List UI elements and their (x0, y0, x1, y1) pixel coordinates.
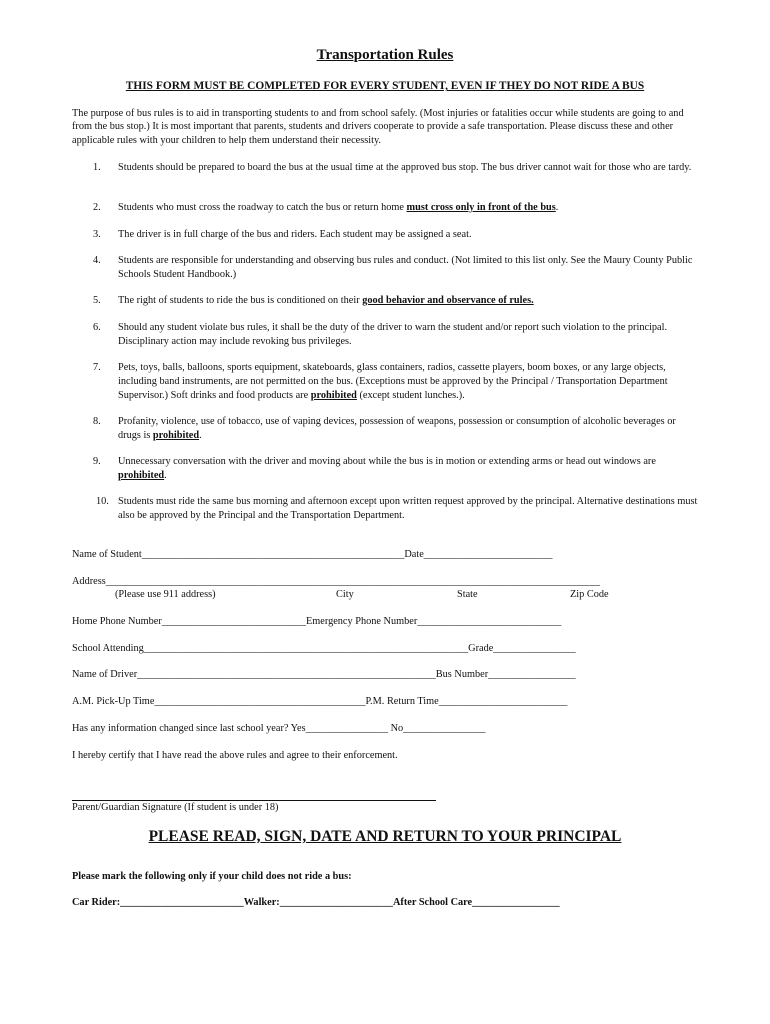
rule-text: Unnecessary conversation with the driver and moving about while the bus is in motion or extending arms or head out windows are (118, 456, 656, 467)
intro-paragraph: The purpose of bus rules is to aid in transporting students to and from school safely. (Most injuries or fatalities occur while students are going to and from the bus stop.) It is most important that parents, students and drivers cooperate to provide a safe transportation. Please discuss these and other applicable rules with your children to help them understand their necessity. (72, 108, 684, 146)
rule-text-end: . (199, 430, 202, 441)
rule-number: 1. (93, 162, 101, 173)
rule-emphasis: prohibited (310, 390, 357, 401)
address-field[interactable]: Address________________________________________________________________________________________________ (72, 576, 600, 587)
rule-text: Pets, toys, balls, balloons, sports equipment, skateboards, glass containers, radios, cassette players, boom boxes, or any large objects, including band instruments, are not permitted on the bus. (Exceptions must be approved by the Principal / Transportation Department Supervisor.) Soft drinks and food products are (118, 362, 668, 401)
info-changed-field[interactable]: Has any information changed since last school year? Yes________________ No________________ (72, 723, 486, 734)
pickup-return-time-field[interactable]: A.M. Pick-Up Time_________________________________________P.M. Return Time_________________________ (72, 696, 568, 707)
city-label: City (336, 589, 354, 600)
address-note: (Please use 911 address) (115, 589, 216, 600)
rule-text: The driver is in full charge of the bus and riders. Each student may be assigned a seat. (118, 229, 472, 240)
rule-emphasis: good behavior and observance of rules. (362, 295, 534, 306)
rule-text-end: . (164, 470, 167, 481)
rule-number: 10. (96, 496, 109, 507)
rule-text: Students should be prepared to board the bus at the usual time at the approved bus stop. The bus driver cannot wait for those who are tardy. (118, 162, 692, 173)
rule-emphasis: prohibited (118, 470, 165, 481)
rule-number: 3. (93, 229, 101, 240)
rule-text: Students are responsible for understanding and observing bus rules and conduct. (Not limited to this list only. See the Maury County Public Schools Student Handbook.) (118, 255, 693, 280)
return-instruction-banner: PLEASE READ, SIGN, DATE AND RETURN TO YOUR PRINCIPAL (148, 828, 622, 845)
rule-text: Students must ride the same bus morning and afternoon except upon written request approved by the principal. Alternative destinations must also be approved by the Principal and the Transportation Department. (118, 496, 698, 521)
rule-number: 4. (93, 255, 101, 266)
rule-text: Profanity, violence, use of tobacco, use of vaping devices, possession of weapons, possession or consumption of alcoholic beverages or drugs is (118, 416, 676, 441)
non-rider-options-field[interactable]: Car Rider:________________________Walker:______________________After School Care_________________ (72, 897, 560, 908)
rule-number: 5. (93, 295, 101, 306)
rule-text-end: . (555, 202, 559, 213)
zip-code-label: Zip Code (570, 589, 609, 600)
rule-number: 2. (93, 202, 101, 213)
certification-statement: I hereby certify that I have read the above rules and agree to their enforcement. (72, 750, 398, 761)
signature-caption: Parent/Guardian Signature (If student is under 18) (72, 802, 279, 813)
school-grade-field[interactable]: School Attending_______________________________________________________________Grade________________ (72, 643, 576, 654)
form-subtitle: THIS FORM MUST BE COMPLETED FOR EVERY STUDENT, EVEN IF THEY DO NOT RIDE A BUS (125, 80, 645, 92)
phone-numbers-field[interactable]: Home Phone Number____________________________Emergency Phone Number____________________________ (72, 616, 562, 627)
rule-text: The right of students to ride the bus is conditioned on their (118, 295, 363, 306)
rule-number: 7. (93, 362, 101, 373)
rule-emphasis: must cross only in front of the bus (406, 202, 556, 213)
rule-emphasis: prohibited (152, 430, 200, 441)
state-label: State (457, 589, 478, 600)
rule-number: 9. (93, 456, 101, 467)
signature-line[interactable] (72, 800, 436, 801)
rule-number: 8. (93, 416, 101, 427)
form-title: Transportation Rules (316, 47, 454, 63)
driver-bus-number-field[interactable]: Name of Driver__________________________________________________________Bus Number_________________ (72, 669, 576, 680)
rule-text: Students who must cross the roadway to catch the bus or return home (118, 202, 407, 213)
rule-text: Should any student violate bus rules, it shall be the duty of the driver to warn the student and/or report such violation to the principal. Disciplinary action may include revoking bus privileges. (118, 322, 668, 347)
student-name-date-field[interactable]: Name of Student___________________________________________________Date_________________________ (72, 549, 553, 560)
non-rider-note: Please mark the following only if your child does not ride a bus: (72, 871, 352, 882)
rule-number: 6. (93, 322, 101, 333)
rule-text-end: (except student lunches.). (356, 390, 465, 401)
